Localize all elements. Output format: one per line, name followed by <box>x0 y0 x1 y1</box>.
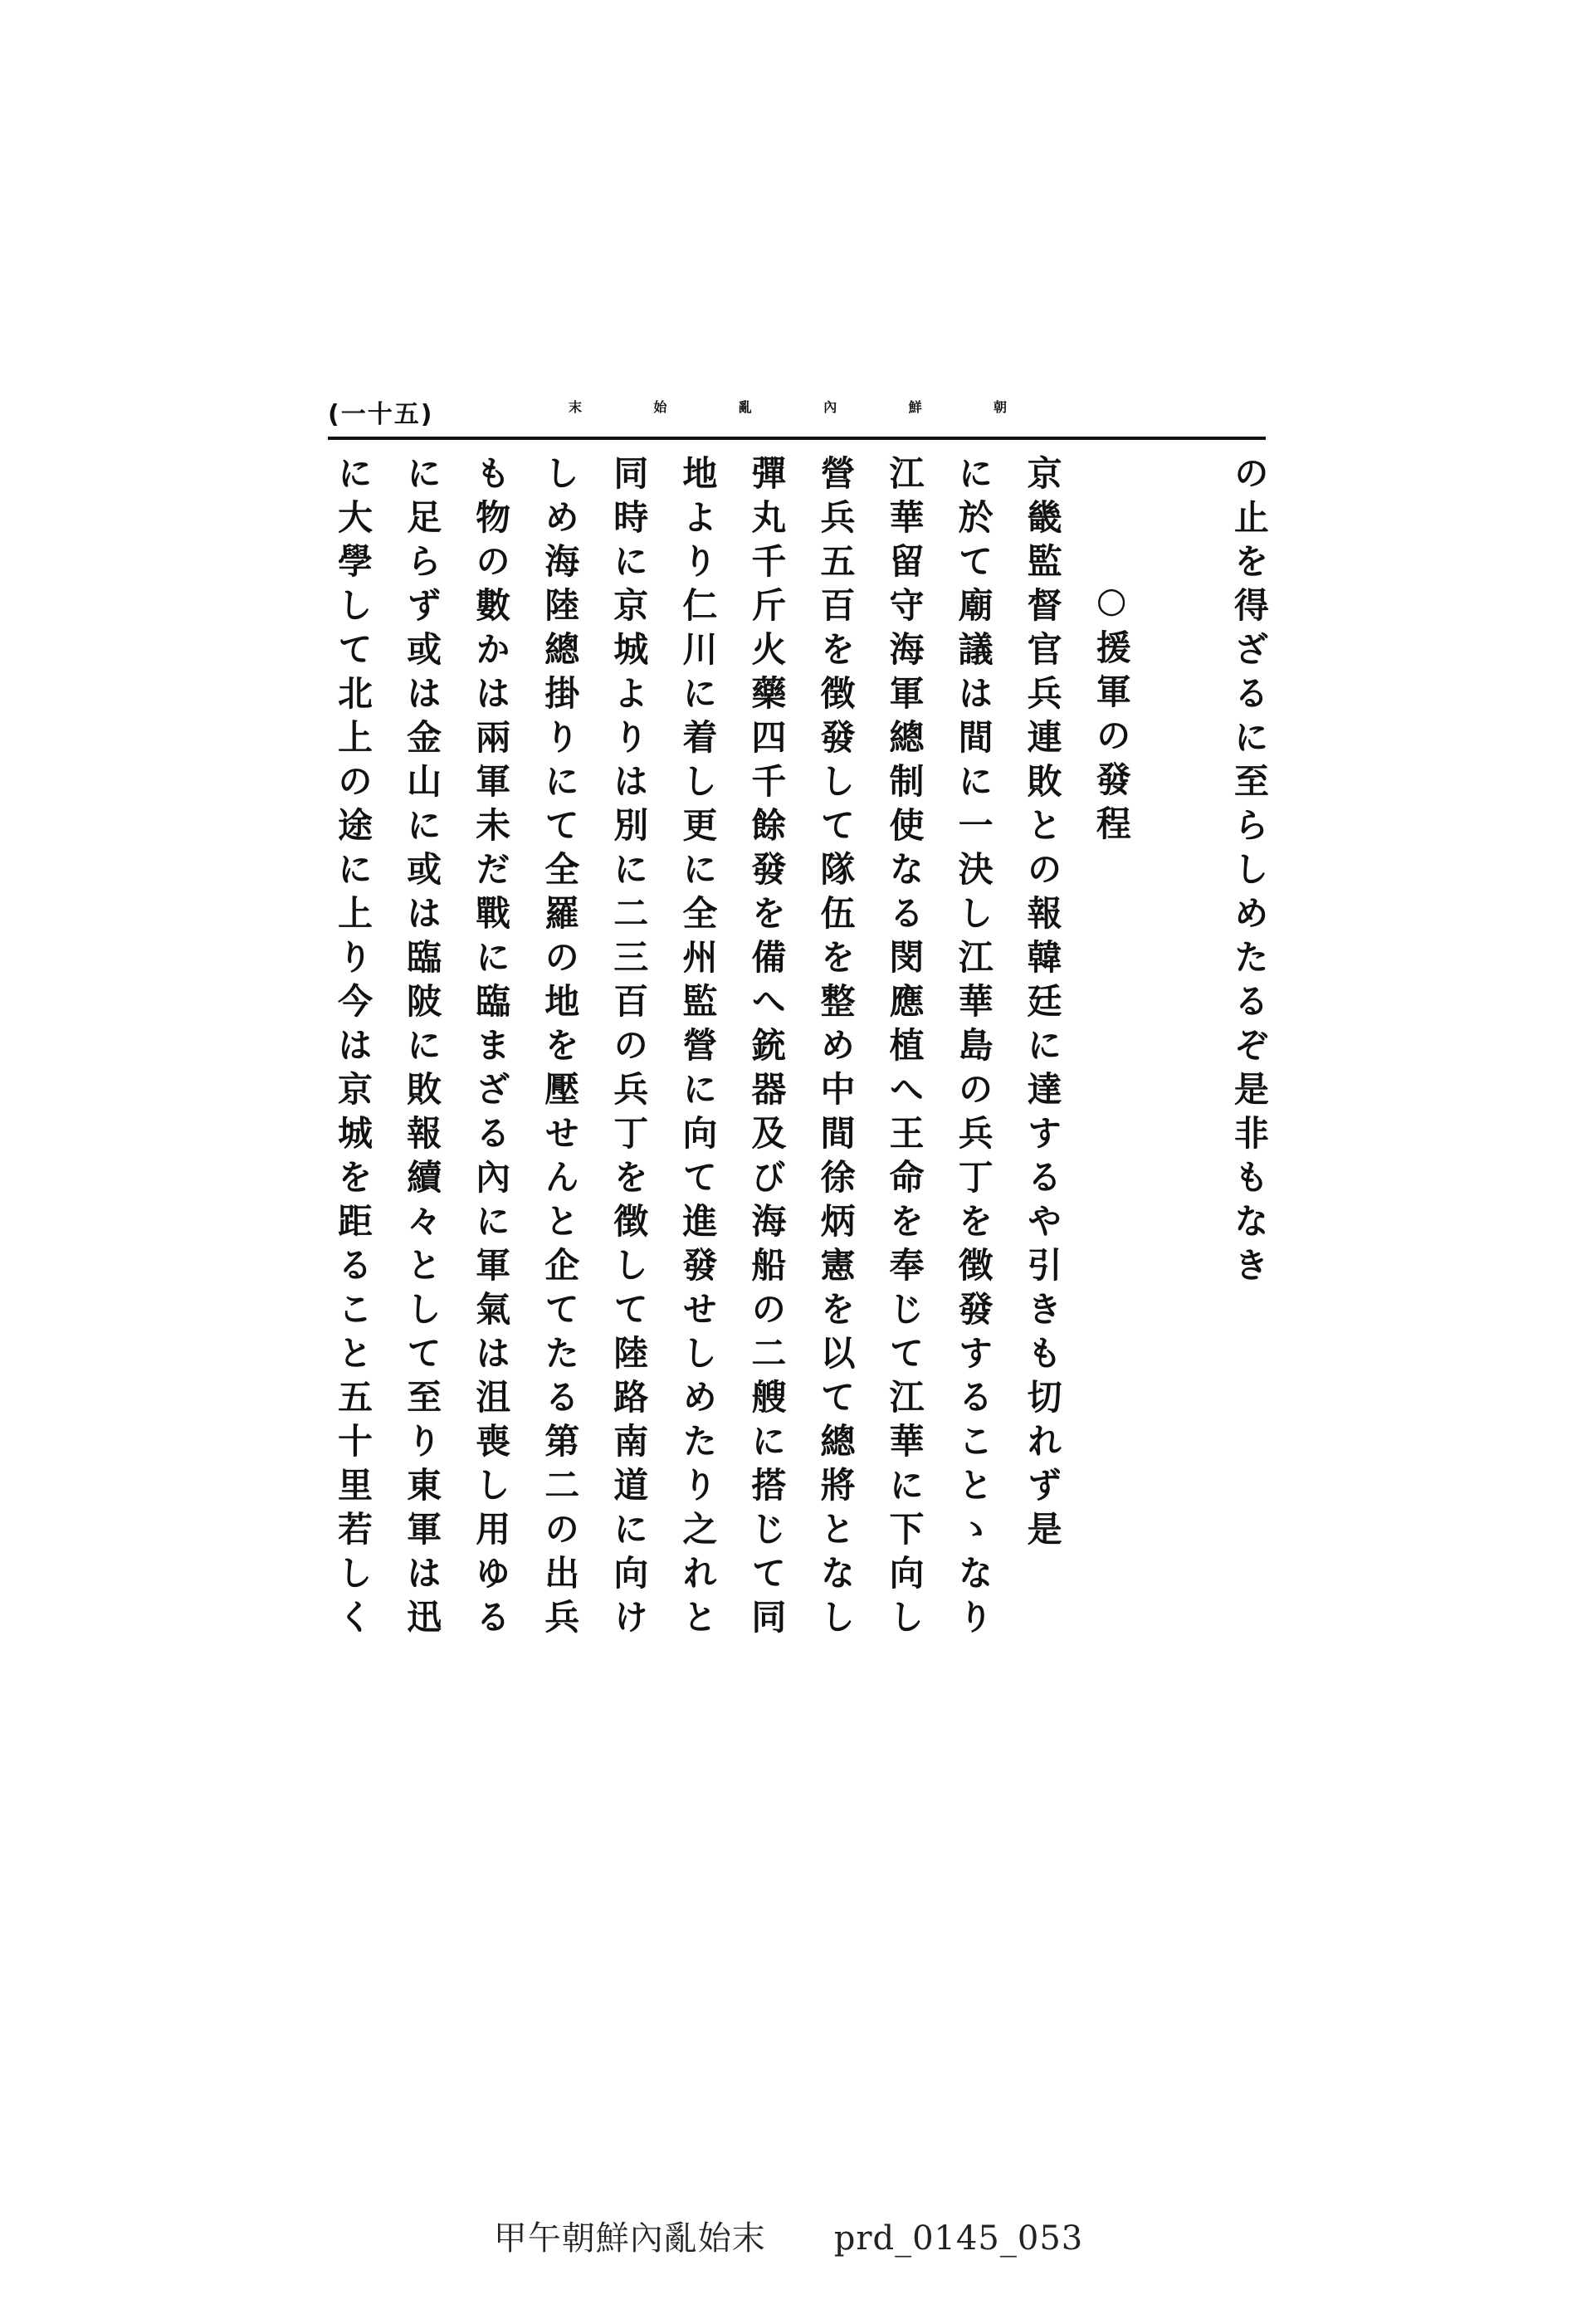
text-column: 京畿監督官兵連敗との報韓廷に達するや引きも切れず是 <box>1022 455 1063 1555</box>
page-number: (一十五) <box>328 400 434 429</box>
text-column: 地より仁川に着し更に全州監營に向て進發せしめたり之れと <box>677 455 719 1643</box>
header-rule <box>328 437 1266 440</box>
section-heading: ○援軍の發程 <box>1091 579 1132 849</box>
text-column: 營兵五百を徴發して隊伍を整め中間徐炳憲を以て總將となし <box>815 455 857 1643</box>
text-column: 同時に京城よりは別に二三百の兵丁を徴して陸路南道に向け <box>608 455 650 1643</box>
text-column: も物の數かは兩軍未だ戰に臨まざる內に軍氣は沮喪し用ゆる <box>471 455 512 1643</box>
text-column: の止を得ざるに至らしめたるぞ是非もなき <box>1228 455 1270 1291</box>
blank-column <box>1155 455 1205 1949</box>
text-column: しめ海陸總掛りにて全羅の地を壓せんと企てたる第二の出兵 <box>540 455 581 1643</box>
text-column: に足らず或は金山に或は臨陂に敗報續々として至り東軍は迅 <box>402 455 443 1643</box>
footer-caption: 甲午朝鮮內亂始末 prd_0145_053 <box>493 2219 1084 2258</box>
text-column: に於て廟議は間に一決し江華島の兵丁を徴發することゝなり <box>953 455 994 1643</box>
vertical-text-body <box>328 455 1274 1949</box>
text-column: 彈丸千斤火藥四千餘發を備へ銃器及び海船の二艘に搭じて同 <box>746 455 788 1643</box>
running-title: 末始亂內鮮朝 <box>569 399 1033 415</box>
text-column: に大學して北上の途に上り今は京城を距ること五十里若しく <box>333 455 374 1643</box>
book-page <box>328 390 1274 1950</box>
text-column: 江華留守海軍總制使なる閔應植へ王命を奉じて江華に下向し <box>884 455 925 1643</box>
